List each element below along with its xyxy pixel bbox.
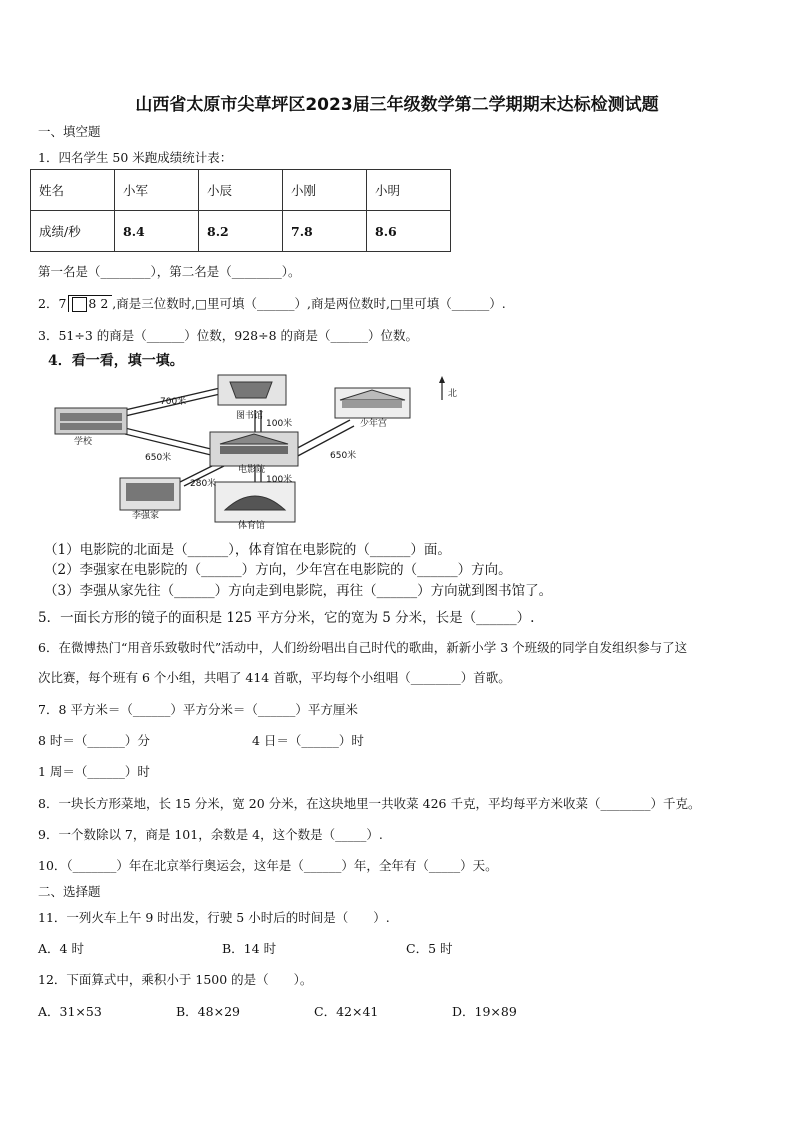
page-title: 山西省太原市尖草坪区2023届三年级数学第二学期期末达标检测试题: [135, 95, 659, 115]
question-1: 1．四名学生 50 米跑成绩统计表：: [38, 150, 233, 165]
question-8: 8．一块长方形菜地，长 15 分米，宽 20 分米，在这块地里一共收菜 426 千克，平均每平方米收菜（________）千克。: [38, 796, 701, 811]
cinema-building: [210, 432, 298, 466]
table-cell: 小军: [115, 170, 199, 211]
section-heading: 一、填空题: [38, 124, 101, 139]
question-4: 4．看一看，填一填。: [48, 353, 184, 369]
distance-school-cinema: 650米: [145, 453, 172, 463]
question-11: 11．一列火车上午 9 时出发，行驶 5 小时后的时间是（ ）.: [38, 910, 390, 925]
table-cell: 8.6: [367, 211, 451, 252]
q12-option-b: B．48×29: [176, 1004, 240, 1019]
table-cell: 8.4: [115, 211, 199, 252]
section-heading: 二、选择题: [38, 884, 101, 899]
score-table: [30, 169, 451, 252]
table-cell: 小刚: [283, 170, 367, 211]
label-cinema: 电影院: [238, 465, 266, 475]
map-drawing: [50, 370, 470, 530]
q12-option-a: A．31×53: [38, 1004, 102, 1019]
home-building: [120, 478, 180, 510]
question-7-line2a: 8 时＝（______）分: [38, 733, 150, 748]
table-cell: 成绩/秒: [31, 211, 115, 252]
direction-map: [50, 370, 470, 530]
question-4-sub3: （3）李强从家先往（______）方向走到电影院，再往（______）方向就到图书馆了。: [44, 583, 553, 599]
question-7-line3: 1 周＝（______）时: [38, 764, 150, 779]
label-school: 学校: [74, 437, 93, 447]
q2-rest: ,商是三位数时,□里可填（______）,商是两位数时,□里可填（______）.: [112, 296, 506, 311]
distance-library-cinema: 100米: [266, 419, 293, 429]
question-2: [38, 294, 506, 312]
division-bracket: [68, 295, 112, 312]
label-home: 李强家: [132, 511, 160, 521]
north-arrow-icon: [439, 376, 445, 400]
question-6-line1: 6．在微博热门“用音乐致敬时代”活动中，人们纷纷唱出自己时代的歌曲，新新小学 3 个班级的同学自发组织参与了这: [38, 640, 688, 655]
table-cell: 小辰: [199, 170, 283, 211]
q11-option-a: A．4 时: [38, 941, 84, 956]
q2-prefix: 2．7: [38, 296, 67, 311]
library-building: [218, 375, 286, 405]
north-label: 北: [448, 389, 458, 399]
q2-digits: 8 2: [88, 296, 109, 311]
table-cell: 小明: [367, 170, 451, 211]
question-3: 3．51÷3 的商是（______）位数，928÷8 的商是（______）位数。: [38, 328, 419, 343]
question-4-sub2: （2）李强家在电影院的（______）方向，少年宫在电影院的（______）方向。: [44, 562, 512, 578]
question-4-sub1: （1）电影院的北面是（______），体育馆在电影院的（______）面。: [44, 542, 451, 558]
question-9: 9．一个数除以 7，商是 101，余数是 4，这个数是（_____）.: [38, 827, 383, 842]
youth-palace-building: [335, 388, 410, 418]
table-row: [31, 170, 451, 211]
table-cell: 7.8: [283, 211, 367, 252]
question-7-line1: 7．8 平方米＝（______）平方分米＝（______）平方厘米: [38, 702, 358, 717]
table-cell: 8.2: [199, 211, 283, 252]
blank-box: [72, 297, 87, 312]
question-10: 10．（_______）年在北京举行奥运会，这年是（______）年，全年有（_____）天。: [38, 858, 498, 873]
question-1-answer: 第一名是（________），第二名是（________）。: [38, 264, 301, 279]
question-12: 12．下面算式中，乘积小于 1500 的是（ ）。: [38, 972, 313, 987]
table-cell: 姓名: [31, 170, 115, 211]
distance-cinema-palace: 650米: [330, 451, 357, 461]
q11-option-b: B．14 时: [222, 941, 277, 956]
question-6-line2: 次比赛，每个班有 6 个小组，共唱了 414 首歌，平均每个小组唱（________）首歌。: [38, 670, 511, 685]
distance-home-cinema: 280米: [190, 479, 217, 489]
table-row: [31, 211, 451, 252]
q12-option-d: D．19×89: [452, 1004, 517, 1019]
distance-cinema-stadium: 100米: [266, 475, 293, 485]
question-5: 5．一面长方形的镜子的面积是 125 平方分米，它的宽为 5 分米，长是（______）.: [38, 610, 535, 626]
label-stadium: 体育馆: [238, 521, 266, 531]
q11-option-c: C．5 时: [406, 941, 453, 956]
school-building: [55, 408, 127, 434]
q12-option-c: C．42×41: [314, 1004, 379, 1019]
label-youth-palace: 少年宫: [360, 419, 388, 429]
question-7-line2b: 4 日＝（______）时: [252, 733, 364, 748]
stadium-building: [215, 482, 295, 522]
distance-school-library: 700米: [160, 397, 187, 407]
label-library: 图书馆: [236, 411, 264, 421]
